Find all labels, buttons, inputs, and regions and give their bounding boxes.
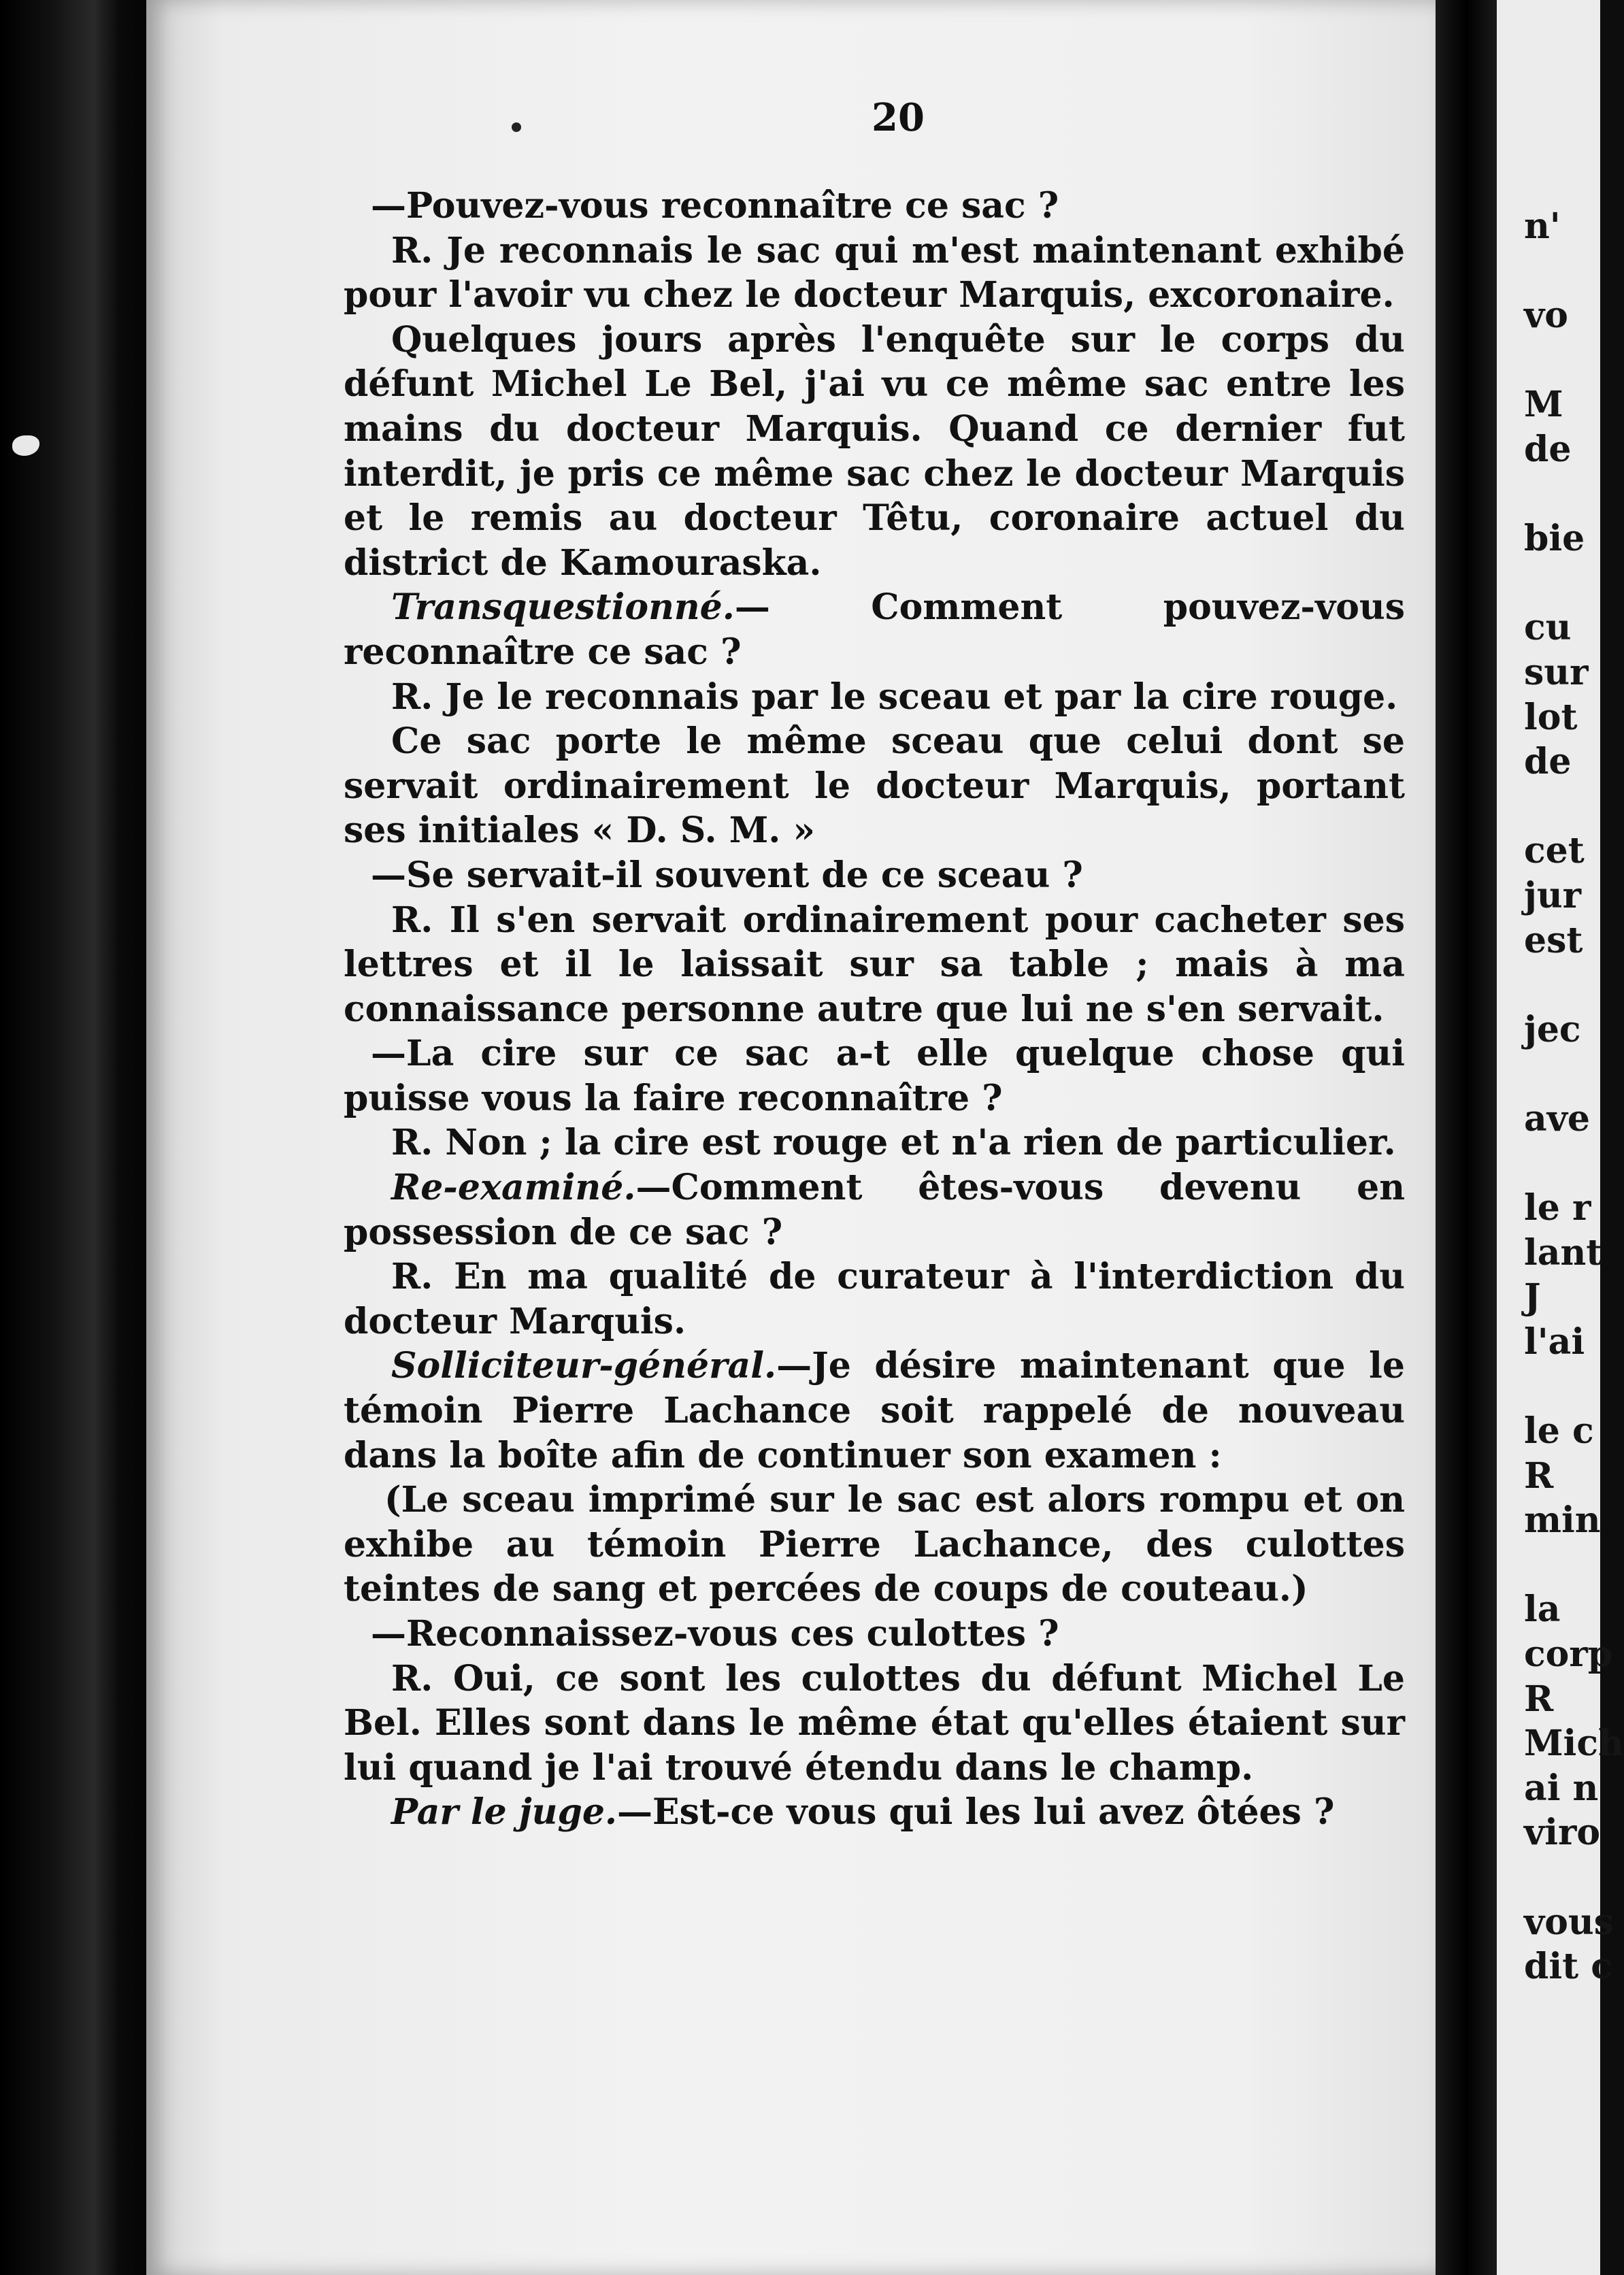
page-number: 20: [872, 95, 925, 140]
speaker-label: Par le juge.: [391, 1791, 618, 1833]
paragraph-answer: [344, 1120, 1405, 1165]
adjacent-fragment: [1524, 1141, 1612, 1186]
paragraph-text: R. Je le reconnais par le sceau et par la cire rouge.: [391, 676, 1398, 718]
paragraph-text: —Je désire maintenant que le témoin Pierre Lachance soit rappelé de nouveau dans la boîte afin de continuer son examen :: [344, 1345, 1405, 1476]
paragraph-text: —Reconnaissez-vous ces culottes ?: [371, 1613, 1059, 1655]
page-gutter: [1436, 0, 1497, 2275]
paragraph-text: —Se servait-il souvent de ce sceau ?: [371, 854, 1083, 896]
adjacent-fragment: le c: [1524, 1410, 1594, 1452]
paragraph-text: R. Oui, ce sont les culottes du défunt Michel Le Bel. Elles sont dans le même état qu'elles étaient sur lui quand je l'ai trouvé étendu dans le champ.: [344, 1657, 1405, 1789]
paragraph-speaker: [344, 1165, 1405, 1255]
adjacent-fragment: sur: [1524, 651, 1589, 693]
paragraph-body: [344, 318, 1405, 586]
adjacent-fragment: de: [1524, 428, 1572, 470]
adjacent-fragment: lant: [1524, 1231, 1603, 1274]
paragraph-text: (Le sceau imprimé sur le sac est alors rompu et on exhibe au témoin Pierre Lachance, des culottes teintes de sang et percées de coups de couteau.): [344, 1479, 1405, 1610]
adjacent-fragment: jec: [1524, 1008, 1581, 1050]
paragraph-body: [344, 719, 1405, 853]
paragraph-text: R. En ma qualité de curateur à l'interdiction du docteur Marquis.: [344, 1256, 1405, 1342]
adjacent-fragment: de: [1524, 741, 1572, 783]
adjacent-fragment: [1524, 963, 1612, 1008]
adjacent-fragment: J: [1524, 1276, 1541, 1318]
adjacent-page-fragments: [1524, 204, 1624, 1989]
adjacent-fragment: [1524, 561, 1612, 606]
adjacent-fragment: vo: [1524, 295, 1568, 337]
paragraph-text: Quelques jours après l'enquête sur le corps du défunt Michel Le Bel, j'ai vu ce même sac entre les mains du docteur Marquis. Quand ce dernier fut interdit, je pris ce même sac chez le docteur Marquis et le remis au docteur Têtu, coronaire actuel du district de Kamouraska.: [344, 318, 1405, 584]
adjacent-fragment: [1524, 1543, 1612, 1588]
adjacent-fragment: cet: [1524, 830, 1585, 872]
paragraph-text: —Pouvez-vous reconnaître ce sac ?: [371, 185, 1059, 227]
paragraph-answer: [344, 1657, 1405, 1791]
paragraph-question: [344, 853, 1405, 898]
adjacent-fragment: Mich: [1524, 1723, 1624, 1765]
adjacent-fragment: viro: [1524, 1812, 1601, 1854]
paragraph-question: [344, 1031, 1405, 1120]
paragraph-question: [344, 1612, 1405, 1657]
paragraph-text: Ce sac porte le même sceau que celui dont se servait ordinairement le docteur Marquis, portant ses initiales « D. S. M. »: [344, 720, 1405, 852]
adjacent-fragment: ave: [1524, 1097, 1590, 1140]
adjacent-fragment: l'ai: [1524, 1321, 1585, 1363]
adjacent-fragment: [1524, 1052, 1612, 1097]
adjacent-fragment: [1524, 472, 1612, 517]
speaker-label: Solliciteur-général.: [391, 1345, 777, 1387]
paragraph-text: R. Je reconnais le sac qui m'est maintenant exhibé pour l'avoir vu chez le docteur Marquis, excoronaire.: [344, 229, 1405, 316]
adjacent-fragment: le r: [1524, 1187, 1591, 1229]
adjacent-fragment: [1524, 784, 1612, 829]
adjacent-fragment: cu: [1524, 607, 1572, 649]
book-spine: [0, 0, 170, 2275]
speaker-label: Transquestionné.: [391, 586, 735, 629]
ink-dot: [512, 122, 521, 132]
adjacent-fragment: [1524, 1855, 1612, 1900]
paragraph-paren: [344, 1478, 1405, 1612]
paragraph-answer: [344, 229, 1405, 318]
adjacent-fragment: dit c: [1524, 1946, 1612, 1988]
adjacent-fragment: la: [1524, 1589, 1561, 1631]
adjacent-fragment: ai n: [1524, 1767, 1599, 1809]
paragraph-answer: [344, 1255, 1405, 1344]
adjacent-fragment: n': [1524, 205, 1561, 247]
adjacent-fragment: bie: [1524, 518, 1585, 560]
paragraph-text: —Comment êtes-vous devenu en possession de ce sac ?: [344, 1167, 1405, 1253]
adjacent-fragment: [1524, 338, 1612, 383]
paragraph-speaker: [344, 585, 1405, 674]
adjacent-fragment: [1524, 1364, 1612, 1409]
adjacent-fragment: R: [1524, 1678, 1554, 1720]
adjacent-fragment: [1524, 249, 1612, 294]
adjacent-fragment: R: [1524, 1455, 1554, 1497]
paragraph-answer: [344, 675, 1405, 720]
speaker-label: Re-examiné.: [391, 1167, 636, 1209]
paragraph-answer: [344, 898, 1405, 1032]
adjacent-fragment: corp: [1524, 1633, 1613, 1675]
paragraph-text: R. Il s'en servait ordinairement pour cacheter ses lettres et il le laissait sur sa table ; mais à ma connaissance personne autre que lui ne s'en servait.: [344, 899, 1405, 1030]
page-text: [344, 184, 1405, 1835]
paragraph-speaker: [344, 1790, 1405, 1835]
paragraph-text: R. Non ; la cire est rouge et n'a rien de particulier.: [391, 1122, 1396, 1164]
adjacent-fragment: vous: [1524, 1901, 1614, 1943]
paragraph-text: — Comment pouvez-vous reconnaître ce sac ?: [344, 586, 1405, 673]
adjacent-fragment: est: [1524, 919, 1583, 961]
adjacent-fragment: lot: [1524, 696, 1578, 738]
paragraph-text: —Est-ce vous qui les lui avez ôtées ?: [617, 1791, 1335, 1833]
adjacent-fragment: min: [1524, 1499, 1601, 1542]
paragraph-text: —La cire sur ce sac a-t elle quelque chose qui puisse vous la faire reconnaître ?: [344, 1033, 1405, 1119]
adjacent-fragment: M: [1524, 384, 1563, 426]
adjacent-fragment: jur: [1524, 874, 1582, 916]
paragraph-speaker: [344, 1344, 1405, 1478]
paragraph-question: [344, 184, 1405, 229]
